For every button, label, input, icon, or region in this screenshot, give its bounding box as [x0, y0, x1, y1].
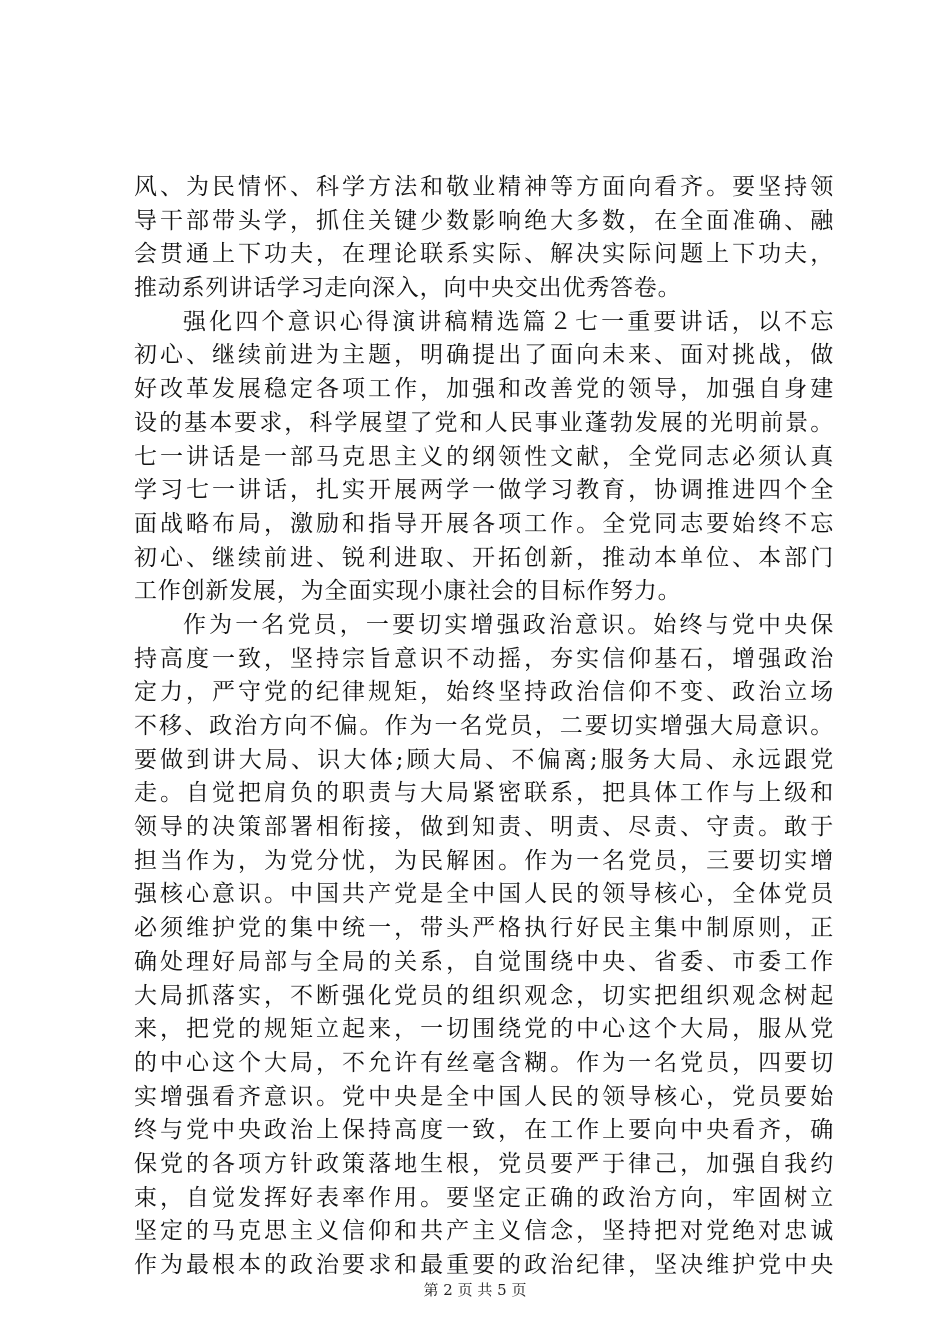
text-line: 强核心意识。中国共产党是全中国人民的领导核心，全体党员	[134, 881, 834, 908]
text-line: 定力，严守党的纪律规矩，始终坚持政治信仰不变、政治立场	[134, 679, 834, 706]
text-line: 初心、继续前进、锐利进取、开拓创新，推动本单位、本部门	[134, 544, 834, 571]
text-line: 好改革发展稳定各项工作，加强和改善党的领导，加强自身建	[134, 376, 834, 403]
text-line: 的中心这个大局，不允许有丝毫含糊。作为一名党员，四要切	[134, 1049, 834, 1076]
text-line: 风、为民情怀、科学方法和敬业精神等方面向看齐。要坚持领	[134, 174, 834, 200]
text-line: 七一讲话是一部马克思主义的纲领性文献，全党同志必须认真	[134, 443, 834, 470]
text-line: 导干部带头学，抓住关键少数影响绝大多数，在全面准确、融	[134, 207, 834, 234]
text-line: 持高度一致，坚持宗旨意识不动摇，夯实信仰基石，增强政治	[134, 645, 834, 672]
text-line: 坚定的马克思主义信仰和共产主义信念，坚持把对党绝对忠诚	[134, 1218, 834, 1245]
text-line: 领导的决策部署相衔接，做到知责、明责、尽责、守责。敢于	[134, 814, 834, 841]
text-line: 终与党中央政治上保持高度一致，在工作上要向中央看齐，确	[134, 1117, 834, 1144]
text-line: 作为最根本的政治要求和最重要的政治纪律，坚决维护党中央	[134, 1252, 834, 1278]
text-line: 来，把党的规矩立起来，一切围绕党的中心这个大局，服从党	[134, 1016, 834, 1043]
text-line: 担当作为，为党分忧，为民解困。作为一名党员，三要切实增	[134, 847, 834, 874]
text-line: 学习七一讲话，扎实开展两学一做学习教育，协调推进四个全	[134, 477, 834, 504]
text-line: 确处理好局部与全局的关系，自觉围绕中央、省委、市委工作	[134, 948, 834, 975]
text-line: 推动系列讲话学习走向深入，向中央交出优秀答卷。	[134, 275, 682, 302]
text-line: 束，自觉发挥好表率作用。要坚定正确的政治方向，牢固树立	[134, 1184, 834, 1211]
text-line: 初心、继续前进为主题，明确提出了面向未来、面对挑战，做	[134, 342, 834, 369]
text-line: 作为一名党员，一要切实增强政治意识。始终与党中央保	[183, 611, 834, 638]
text-line: 设的基本要求，科学展望了党和人民事业蓬勃发展的光明前景。	[134, 409, 834, 436]
text-line: 工作创新发展，为全面实现小康社会的目标作努力。	[134, 578, 682, 605]
text-line: 必须维护党的集中统一，带头严格执行好民主集中制原则，正	[134, 915, 834, 942]
text-line: 实增强看齐意识。党中央是全中国人民的领导核心，党员要始	[134, 1083, 834, 1110]
text-line: 大局抓落实，不断强化党员的组织观念，切实把组织观念树起	[134, 982, 834, 1009]
text-line: 要做到讲大局、识大体;顾大局、不偏离;服务大局、永远跟党	[134, 746, 834, 773]
page-footer: 第 2 页 共 5 页	[423, 1281, 527, 1299]
text-line: 会贯通上下功夫，在理论联系实际、解决实际问题上下功夫，	[134, 241, 834, 268]
text-line: 不移、政治方向不偏。作为一名党员，二要切实增强大局意识。	[134, 713, 834, 739]
text-line: 面战略布局，激励和指导开展各项工作。全党同志要始终不忘	[134, 510, 834, 537]
text-line: 强化四个意识心得演讲稿精选篇２七一重要讲话，以不忘	[183, 308, 834, 335]
document-body	[134, 171, 834, 1283]
text-line: 走。自觉把肩负的职责与大局紧密联系，把具体工作与上级和	[134, 780, 834, 807]
text-line: 保党的各项方针政策落地生根，党员要严于律己，加强自我约	[134, 1150, 834, 1177]
